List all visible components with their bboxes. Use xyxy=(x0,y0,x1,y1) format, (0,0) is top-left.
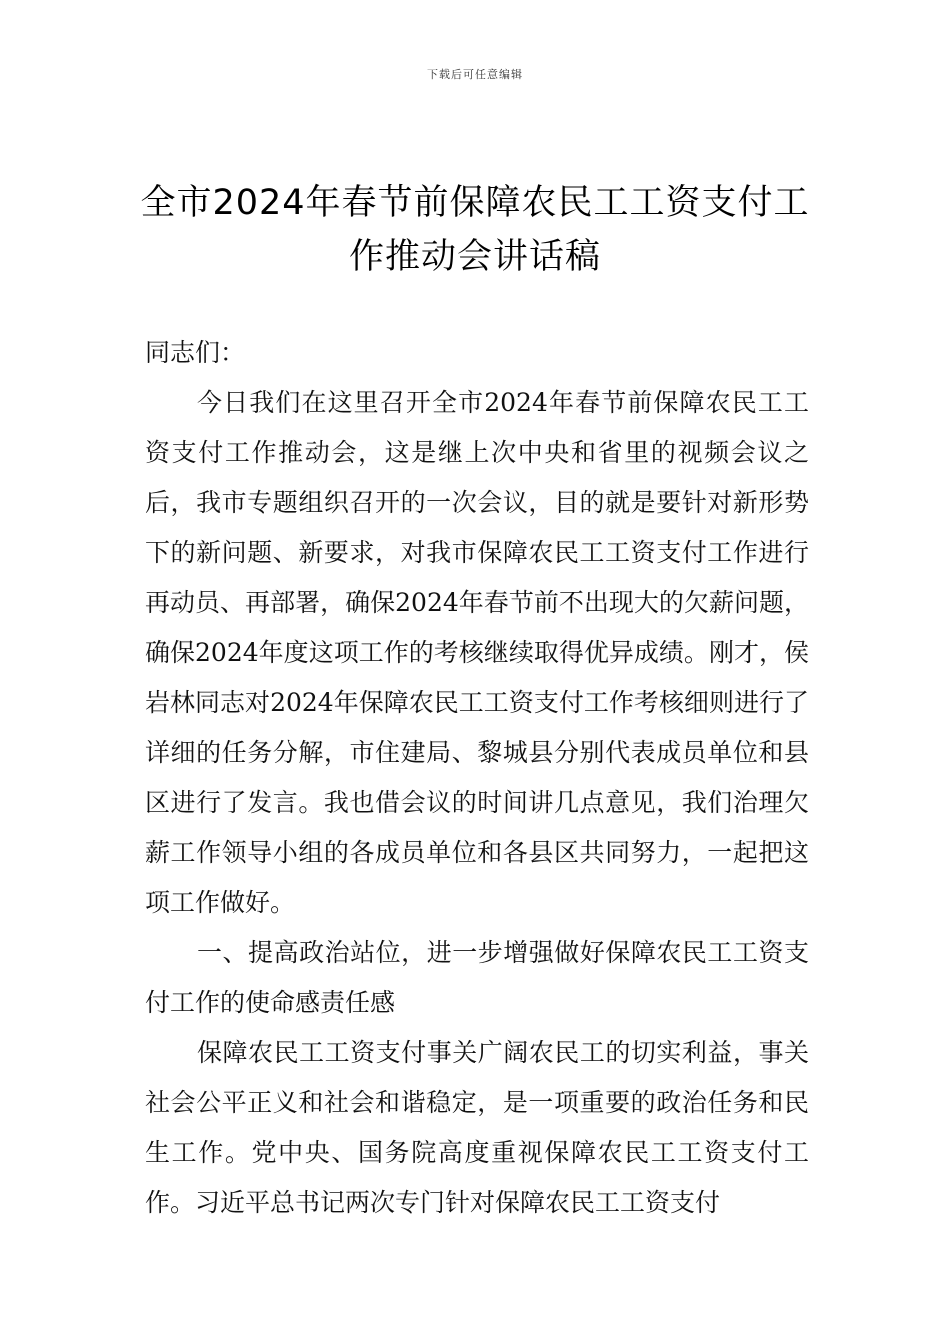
section-heading-1: 一、提高政治站位，进一步增强做好保障农民工工资支付工作的使命感责任感 xyxy=(145,938,809,1017)
paragraph-section-1: 保障农民工工资支付事关广阔农民工的切实利益，事关社会公平正义和社会和谐稳定，是一项重要的政治任务和民生工作。党中央、国务院高度重视保障农民工工资支付工作。习近平总书记两次专门针对保障农民工工资支付 xyxy=(145,1038,809,1217)
header-note: 下载后可任意编辑 xyxy=(427,68,523,81)
document-title: 全市2024年春节前保障农民工工资支付工作推动会讲话稿 xyxy=(140,183,810,277)
salutation: 同志们： xyxy=(145,338,246,367)
paragraph-intro: 今日我们在这里召开全市2024年春节前保障农民工工资支付工作推动会，这是继上次中央和省里的视频会议之后，我市专题组织召开的一次会议，目的就是要针对新形势下的新问题、新要求，对我市保障农民工工资支付工作进行再动员、再部署，确保2024年春节前不出现大的欠薪问题，确保2024年度这项工作的考核继续取得优异成绩。刚才，侯岩林同志对2024年保障农民工工资支付工作考核细则进行了详细的任务分解，市住建局、黎城县分别代表成员单位和县区进行了发言。我也借会议的时间讲几点意见，我们治理欠薪工作领导小组的各成员单位和各县区共同努力，一起把这项工作做好。 xyxy=(145,388,809,917)
document-body xyxy=(145,328,809,1228)
